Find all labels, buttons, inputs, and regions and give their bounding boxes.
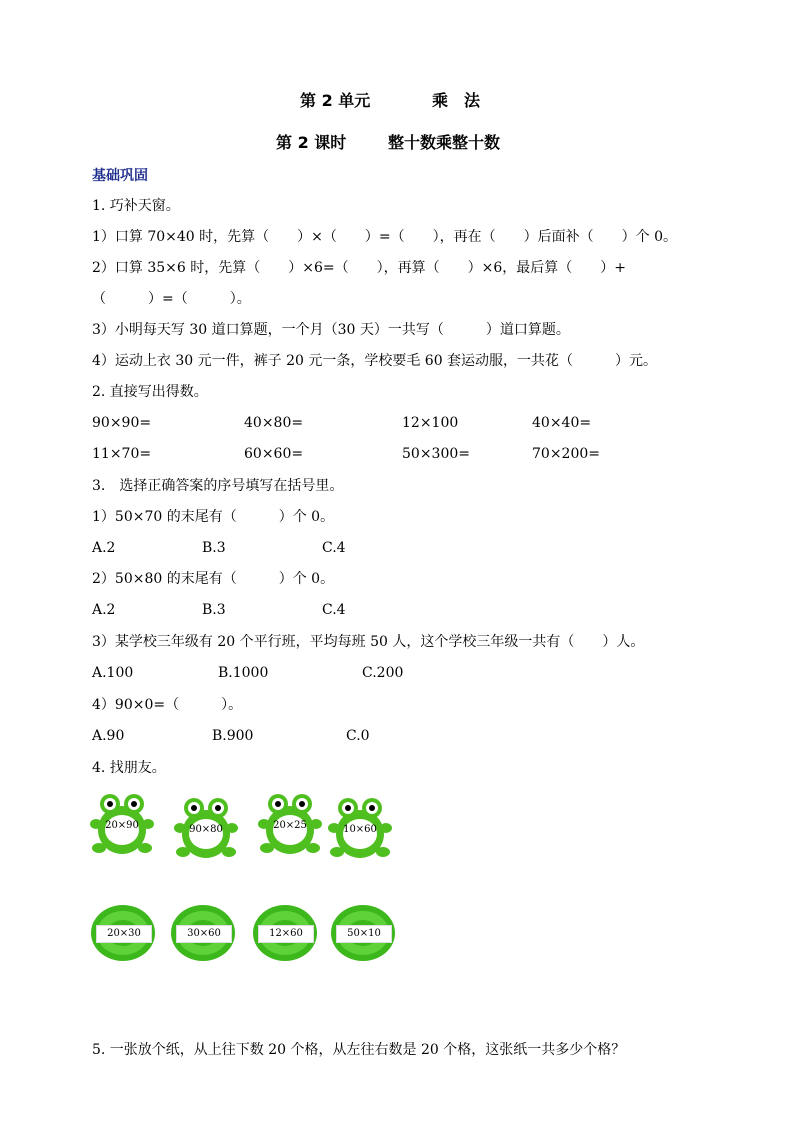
frog-expression: 20×25 [273, 820, 307, 831]
q3-option: C.0 [346, 728, 370, 744]
frog-card[interactable] [328, 796, 392, 862]
frog-expression: 90×80 [189, 824, 223, 835]
q2-item: 90×90= [92, 415, 152, 431]
q3-sub-1: 1）50×70 的末尾有（ ）个 0。 [92, 509, 335, 525]
q2-title: 2. 直接写出得数。 [92, 384, 208, 400]
q1-title: 1. 巧补天窗。 [92, 198, 180, 214]
frog-card[interactable] [90, 792, 154, 858]
q2-item: 60×60= [244, 446, 304, 462]
lily-pad-card[interactable] [90, 904, 156, 962]
q3-option: A.2 [92, 540, 116, 556]
lily-pad-expression: 12×60 [258, 925, 314, 943]
lily-pad-expression: 50×10 [336, 925, 392, 943]
section-heading: 基础巩固 [92, 168, 148, 184]
q3-option: B.1000 [218, 665, 269, 681]
q3-option: C.200 [362, 665, 404, 681]
q2-item: 12×100 [402, 415, 459, 431]
q1-line-4: 4）运动上衣 30 元一件，裤子 20 元一条，学校要毛 60 套运动服，一共花（ ）元。 [92, 353, 658, 369]
q3-option: B.3 [202, 540, 226, 556]
lily-pad-expression: 30×60 [176, 925, 232, 943]
q3-option: B.3 [202, 602, 226, 618]
q1-line-2a: 2）口算 35×6 时，先算（ ）×6=（ ），再算（ ）×6，最后算（ ）+ [92, 260, 626, 276]
q2-item: 70×200= [532, 446, 600, 462]
lily-pad-card[interactable] [252, 904, 318, 962]
q3-sub-2: 2）50×80 的末尾有（ ）个 0。 [92, 571, 335, 587]
q2-item: 40×80= [244, 415, 304, 431]
q3-option: A.90 [92, 728, 125, 744]
q1-line-2b: （ ）=（ ）。 [92, 291, 251, 307]
q3-title: 3. 选择正确答案的序号填写在括号里。 [92, 478, 344, 494]
frog-expression: 20×90 [105, 820, 139, 831]
lily-pad-card[interactable] [330, 904, 396, 962]
lesson-topic: 整十数乘整十数 [388, 133, 501, 152]
unit-title: 第 2 单元 [300, 91, 371, 110]
frog-card[interactable] [174, 796, 238, 862]
q3-option: C.4 [322, 602, 346, 618]
lesson-title: 第 2 课时 [276, 133, 347, 152]
lily-pad-expression: 20×30 [96, 925, 152, 943]
frog-card[interactable] [258, 792, 322, 858]
q3-option: A.100 [92, 665, 134, 681]
q2-item: 40×40= [532, 415, 592, 431]
q3-option: B.900 [212, 728, 254, 744]
q3-sub-4: 4）90×0=（ ）。 [92, 697, 243, 713]
q4-title: 4. 找朋友。 [92, 760, 166, 776]
frog-expression: 10×60 [343, 824, 377, 835]
q1-line-1: 1）口算 70×40 时，先算（ ）×（ ）=（ ），再在（ ）后面补（ ）个 0。 [92, 229, 677, 245]
q5-title: 5. 一张放个纸，从上往下数 20 个格，从左往右数是 20 个格，这张纸一共多少个格？ [92, 1042, 626, 1058]
q1-line-3: 3）小明每天写 30 道口算题，一个月（30 天）一共写（ ）道口算题。 [92, 322, 570, 338]
unit-topic: 乘 法 [432, 91, 481, 110]
q2-item: 11×70= [92, 446, 152, 462]
q3-sub-3: 3）某学校三年级有 20 个平行班，平均每班 50 人，这个学校三年级一共有（ ）人。 [92, 634, 645, 650]
q2-item: 50×300= [402, 446, 470, 462]
q3-option: C.4 [322, 540, 346, 556]
q3-option: A.2 [92, 602, 116, 618]
lily-pad-card[interactable] [170, 904, 236, 962]
